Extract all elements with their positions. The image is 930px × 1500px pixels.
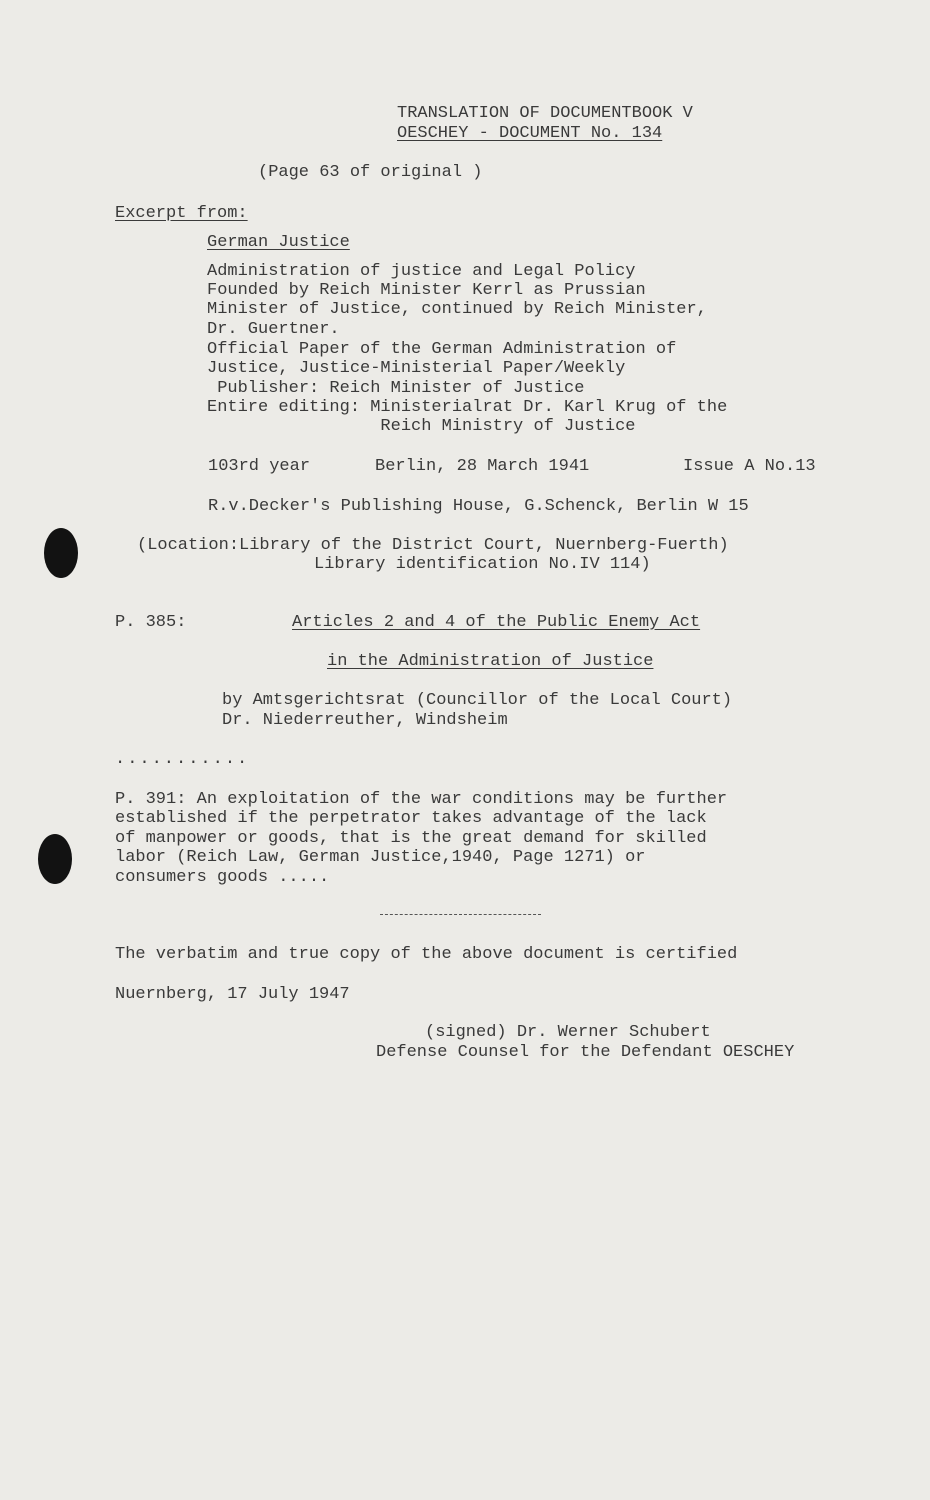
article-author: Dr. Niederreuther, Windsheim (222, 711, 508, 730)
place-date-signed: Nuernberg, 17 July 1947 (115, 985, 350, 1004)
punch-hole (38, 834, 72, 884)
excerpt-line: of manpower or goods, that is the great demand for skilled (115, 829, 707, 848)
excerpt-label: Excerpt from: (115, 204, 248, 223)
publication-line: Reich Ministry of Justice (207, 417, 636, 436)
signature-role: Defense Counsel for the Defendant OESCHEY (376, 1043, 795, 1062)
location-line: (Location:Library of the District Court, Nuernberg-Fuerth) (137, 536, 729, 555)
page-reference: (Page 63 of original ) (258, 163, 483, 182)
ellipsis: ........... (115, 750, 250, 769)
publication-line: Justice, Justice-Ministerial Paper/Weekly (207, 359, 626, 378)
excerpt-line: P. 391: An exploitation of the war conditions may be further (115, 790, 728, 809)
publication-line: Dr. Guertner. (207, 320, 340, 339)
publication-line: Founded by Reich Minister Kerrl as Prussian (207, 281, 646, 300)
article-title: Articles 2 and 4 of the Public Enemy Act (292, 613, 701, 632)
publisher: R.v.Decker's Publishing House, G.Schenck, Berlin W 15 (208, 497, 749, 516)
publication-issue: Issue A No.13 (683, 457, 816, 476)
publication-year: 103rd year (208, 457, 311, 476)
location-line: Library identification No.IV 114) (314, 555, 651, 574)
punch-hole (44, 528, 78, 578)
publication-line: Publisher: Reich Minister of Justice (207, 379, 585, 398)
header-title: TRANSLATION OF DOCUMENTBOOK V (397, 104, 693, 123)
certification: The verbatim and true copy of the above document is certified (115, 945, 738, 964)
excerpt-line: consumers goods ..... (115, 868, 330, 887)
publication-place-date: Berlin, 28 March 1941 (375, 457, 590, 476)
excerpt-line: established if the perpetrator takes advantage of the lack (115, 809, 707, 828)
signature-name: (signed) Dr. Werner Schubert (425, 1023, 711, 1042)
publication-line: Minister of Justice, continued by Reich Minister, (207, 300, 707, 319)
publication-line: Entire editing: Ministerialrat Dr. Karl Krug of the (207, 398, 728, 417)
publication-title: German Justice (207, 233, 350, 252)
publication-line: Administration of justice and Legal Policy (207, 262, 636, 281)
article-page: P. 385: (115, 613, 187, 632)
excerpt-line: labor (Reich Law, German Justice,1940, Page 1271) or (115, 848, 646, 867)
header-document-number: OESCHEY - DOCUMENT No. 134 (397, 124, 663, 143)
publication-line: Official Paper of the German Administration of (207, 340, 677, 359)
divider (380, 914, 541, 915)
article-subtitle: in the Administration of Justice (327, 652, 654, 671)
article-author: by Amtsgerichtsrat (Councillor of the Local Court) (222, 691, 733, 710)
